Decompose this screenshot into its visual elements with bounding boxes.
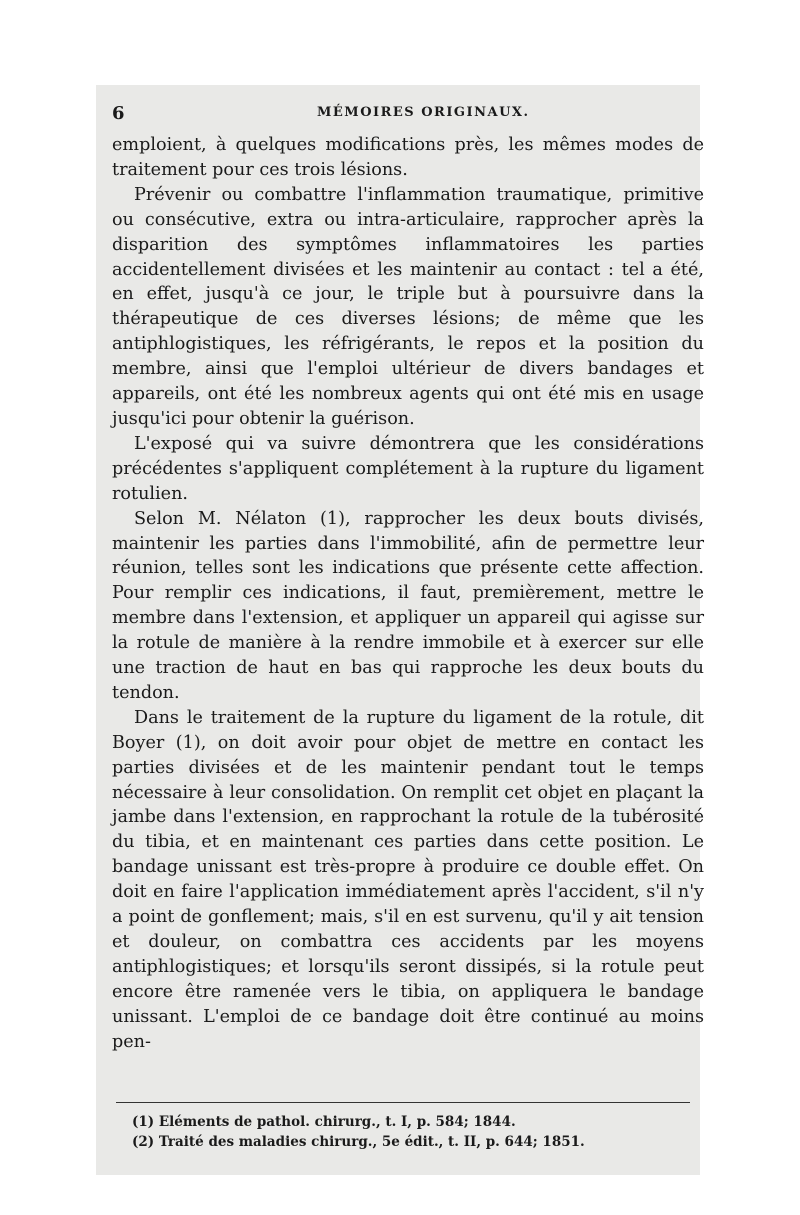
book-page (96, 85, 704, 1175)
footnote: (2) Traité des maladies chirurg., 5e édit., t. II, p. 644; 1851. (132, 1134, 585, 1150)
page-number: 6 (112, 103, 125, 124)
paragraph: Dans le traitement de la rupture du ligament de la rotule, dit Boyer (1), on doit avoir pour objet de mettre en contact les parties divisées et de les maintenir pendant tout le temps nécessaire à leur consolidation. On remplit cet objet en plaçant la jambe dans l'extension, en rapprochant la rotule de la tubérosité du tibia, et en maintenant ces parties dans cette position. Le bandage unissant est très-propre à produire ce double effet. On doit en faire l'application immédiatement après l'accident, s'il n'y a point de gonflement; mais, s'il en est survenu, qu'il y ait tension et douleur, on combattra ces accidents par les moyens antiphlogistiques; et lorsqu'ils seront dissipés, si la rotule peut encore être ramenée vers le tibia, on appliquera le bandage unissant. L'emploi de ce bandage doit être continué au moins pen- (112, 707, 704, 1052)
footnotes (132, 1112, 692, 1152)
page-header (112, 103, 700, 127)
running-title: MÉMOIRES ORIGINAUX. (317, 105, 530, 120)
paragraph: Selon M. Nélaton (1), rapprocher les deux bouts divisés, maintenir les parties dans l'immobilité, afin de permettre leur réunion, telles sont les indications que présente cette affection. Pour remplir ces indications, il faut, premièrement, mettre le membre dans l'extension, et appliquer un appareil qui agisse sur la rotule de manière à la rendre immobile et à exercer sur elle une traction de haut en bas qui rapproche les deux bouts du tendon. (112, 508, 704, 703)
footnote-divider (116, 1102, 690, 1103)
paragraph: emploient, à quelques modifications près, les mêmes modes de traitement pour ces trois lésions. (112, 135, 704, 180)
body-text (112, 133, 704, 1055)
footnote: (1) Eléments de pathol. chirurg., t. I, p. 584; 1844. (132, 1114, 516, 1130)
paragraph: L'exposé qui va suivre démontrera que les considérations précédentes s'appliquent complétement à la rupture du ligament rotulien. (112, 433, 704, 504)
paragraph: Prévenir ou combattre l'inflammation traumatique, primitive ou consécutive, extra ou intra-articulaire, rapprocher après la disparition des symptômes inflammatoires les parties accidentellement divisées et les maintenir au contact : tel a été, en effet, jusqu'à ce jour, le triple but à poursuivre dans la thérapeutique de ces diverses lésions; de même que les antiphlogistiques, les réfrigérants, le repos et la position du membre, ainsi que l'emploi ultérieur de divers bandages et appareils, ont été les nombreux agents qui ont été mis en usage jusqu'ici pour obtenir la guérison. (112, 184, 704, 429)
